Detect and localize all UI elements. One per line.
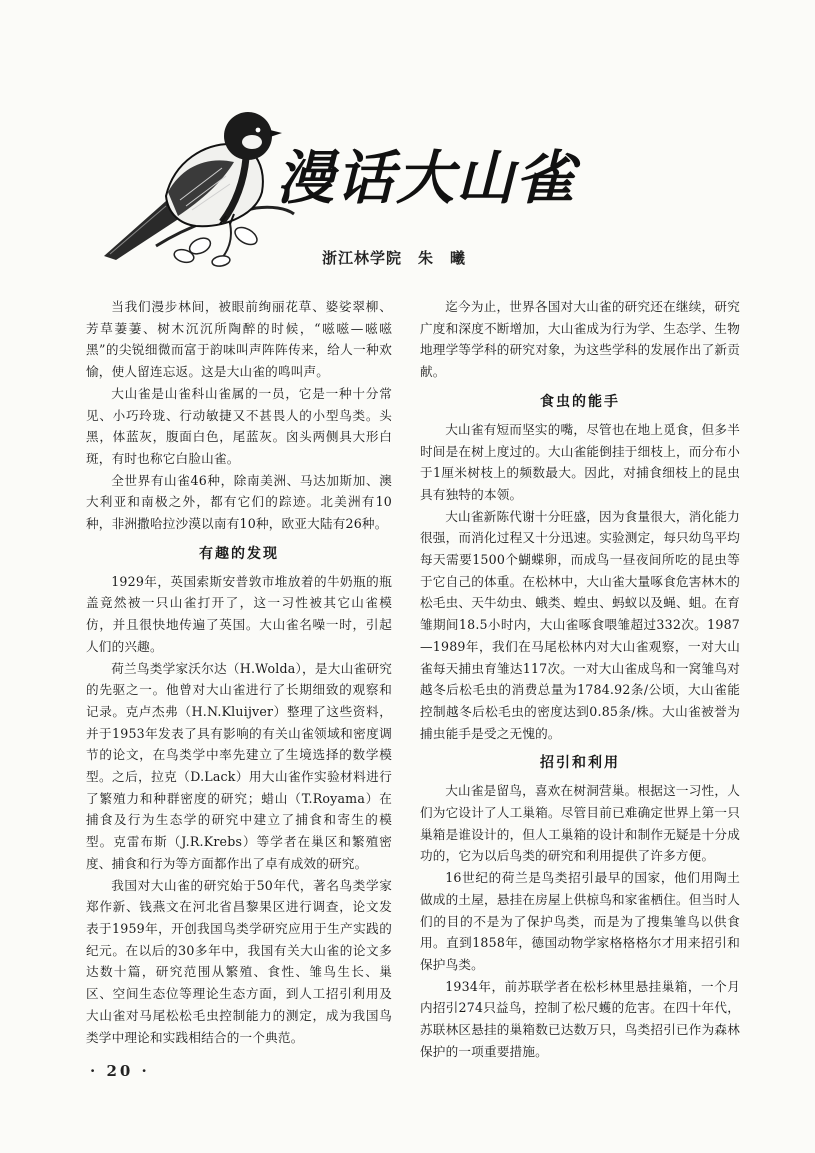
paragraph: 大山雀有短而坚实的嘴，尽管也在地上觅食，但多半时间是在树上度过的。大山雀能倒挂于细枝上，而分布小于1厘米树枝上的频数最大。因此，对捕食细枝上的昆虫具有独特的本领。	[420, 421, 740, 502]
section-heading: 食虫的能手	[540, 393, 620, 410]
paragraph: 1929年，英国索斯安普敦市堆放着的牛奶瓶的瓶盖竟然被一只山雀打开了，这一习性被其它山雀模仿，并且很快地传遍了英国。大山雀名噪一时，引起人们的兴趣。	[86, 573, 392, 654]
paragraph: 大山雀是山雀科山雀属的一员，它是一种十分常见、小巧玲珑、行动敏捷又不甚畏人的小型鸟类。头黑，体蓝灰，腹面白色，尾蓝灰。囟头两侧具大形白斑，有时也称它白脸山雀。	[86, 385, 392, 466]
right-column	[420, 296, 740, 1063]
paragraph: 迄今为止，世界各国对大山雀的研究还在继续，研究广度和深度不断增加，大山雀成为行为学、生态学、生物地理学等学科的研究对象，为这些学科的发展作出了新贡献。	[420, 299, 740, 380]
paragraph: 当我们漫步林间，被眼前绚丽花草、婆娑翠柳、芳草萋萋、树木沉沉所陶醉的时候，“嗞嗞—嗞嗞黑”的尖锐细微而富于韵味叫声阵阵传来，给人一种欢愉，使人留连忘返。这是大山雀的鸣叫声。	[86, 299, 392, 380]
author-byline: 浙江林学院 朱 曦	[322, 249, 467, 267]
article-header	[0, 0, 815, 290]
paragraph: 全世界有山雀46种，除南美洲、马达加斯加、澳大利亚和南极之外，都有它们的踪迹。北美洲有10种，非洲撒哈拉沙漠以南有10种，欧亚大陆有26种。	[86, 472, 392, 532]
section-heading: 有趣的发现	[199, 545, 279, 562]
paragraph: 荷兰鸟类学家沃尔达（H.Wolda），是大山雀研究的先驱之一。他曾对大山雀进行了长期细致的观察和记录。克卢杰弗（H.N.Kluijver）整理了这些资料，并于1953年发表了具有影响的有关山雀领域和密度调节的论文，在鸟类学中率先建立了生境选择的数学模型。之后，拉克（D.Lack）用大山雀作实验材料进行了繁殖力和种群密度的研究；蜡山（T.Royama）在捕食及行为生态学的研究中建立了捕食和寄生的模型。克雷布斯（J.R.Krebs）等学者在巢区和繁殖密度、捕食和行为等方面都作出了卓有成效的研究。	[86, 660, 392, 871]
section-heading: 招引和利用	[540, 755, 620, 772]
paragraph: 大山雀新陈代谢十分旺盛，因为食量很大，消化能力很强，而消化过程又十分迅速。实验测定，每只幼鸟平均每天需要1500个蝴蝶卵，而成鸟一昼夜间所吃的昆虫等于它自己的体重。在松林中，大山雀大量啄食危害林木的松毛虫、天牛幼虫、蛾类、蝗虫、蚂蚁以及蝇、蛆。在育雏期间18.5小时内，大山雀啄食喂雏超过332次。1987—1989年，我们在马尾松林内对大山雀观察，一对大山雀每天捕虫育雏达117次。一对大山雀成鸟和一窝雏鸟对越冬后松毛虫的消费总量为1784.92条/公顷，大山雀能控制越冬后松毛虫的密度达到0.85条/株。大山雀被誉为捕虫能手是受之无愧的。	[420, 508, 740, 741]
page-number: · 20 ·	[90, 1062, 150, 1080]
article-title: 漫话大山雀	[276, 144, 577, 212]
paragraph: 1934年，前苏联学者在松杉林里悬挂巢箱，一个月内招引274只益鸟，控制了松尺蠖的危害。在四十年代，苏联林区悬挂的巢箱数已达数万只，鸟类招引已作为森林保护的一项重要措施。	[420, 978, 740, 1059]
left-column	[86, 296, 392, 1048]
bird-illustration	[96, 96, 296, 268]
paragraph: 16世纪的荷兰是鸟类招引最早的国家，他们用陶土做成的土屋，悬挂在房屋上供椋鸟和家雀栖住。但当时人们的目的不是为了保护鸟类，而是为了搜集雏鸟以供食用。直到1858年，德国动物学家格格格尔才用来招引和保护鸟类。	[420, 870, 740, 972]
paragraph: 我国对大山雀的研究始于50年代，著名鸟类学家郑作新、钱燕文在河北省昌黎果区进行调查，论文发表于1959年，开创我国鸟类学研究应用于生产实践的纪元。在以后的30多年中，我国有关大山雀的论文多达数十篇，研究范围从繁殖、食性、雏鸟生长、巢区、空间生态位等理论生态方面，到人工招引利用及大山雀对马尾松松毛虫控制能力的测定，成为我国鸟类学中理论和实践相结合的一个典范。	[86, 877, 392, 1045]
paragraph: 大山雀是留鸟，喜欢在树洞营巢。根据这一习性，人们为它设计了人工巢箱。尽管目前已难确定世界上第一只巢箱是谁设计的，但人工巢箱的设计和制作无疑是十分成功的，它为以后鸟类的研究和利用提供了许多方便。	[420, 783, 740, 864]
